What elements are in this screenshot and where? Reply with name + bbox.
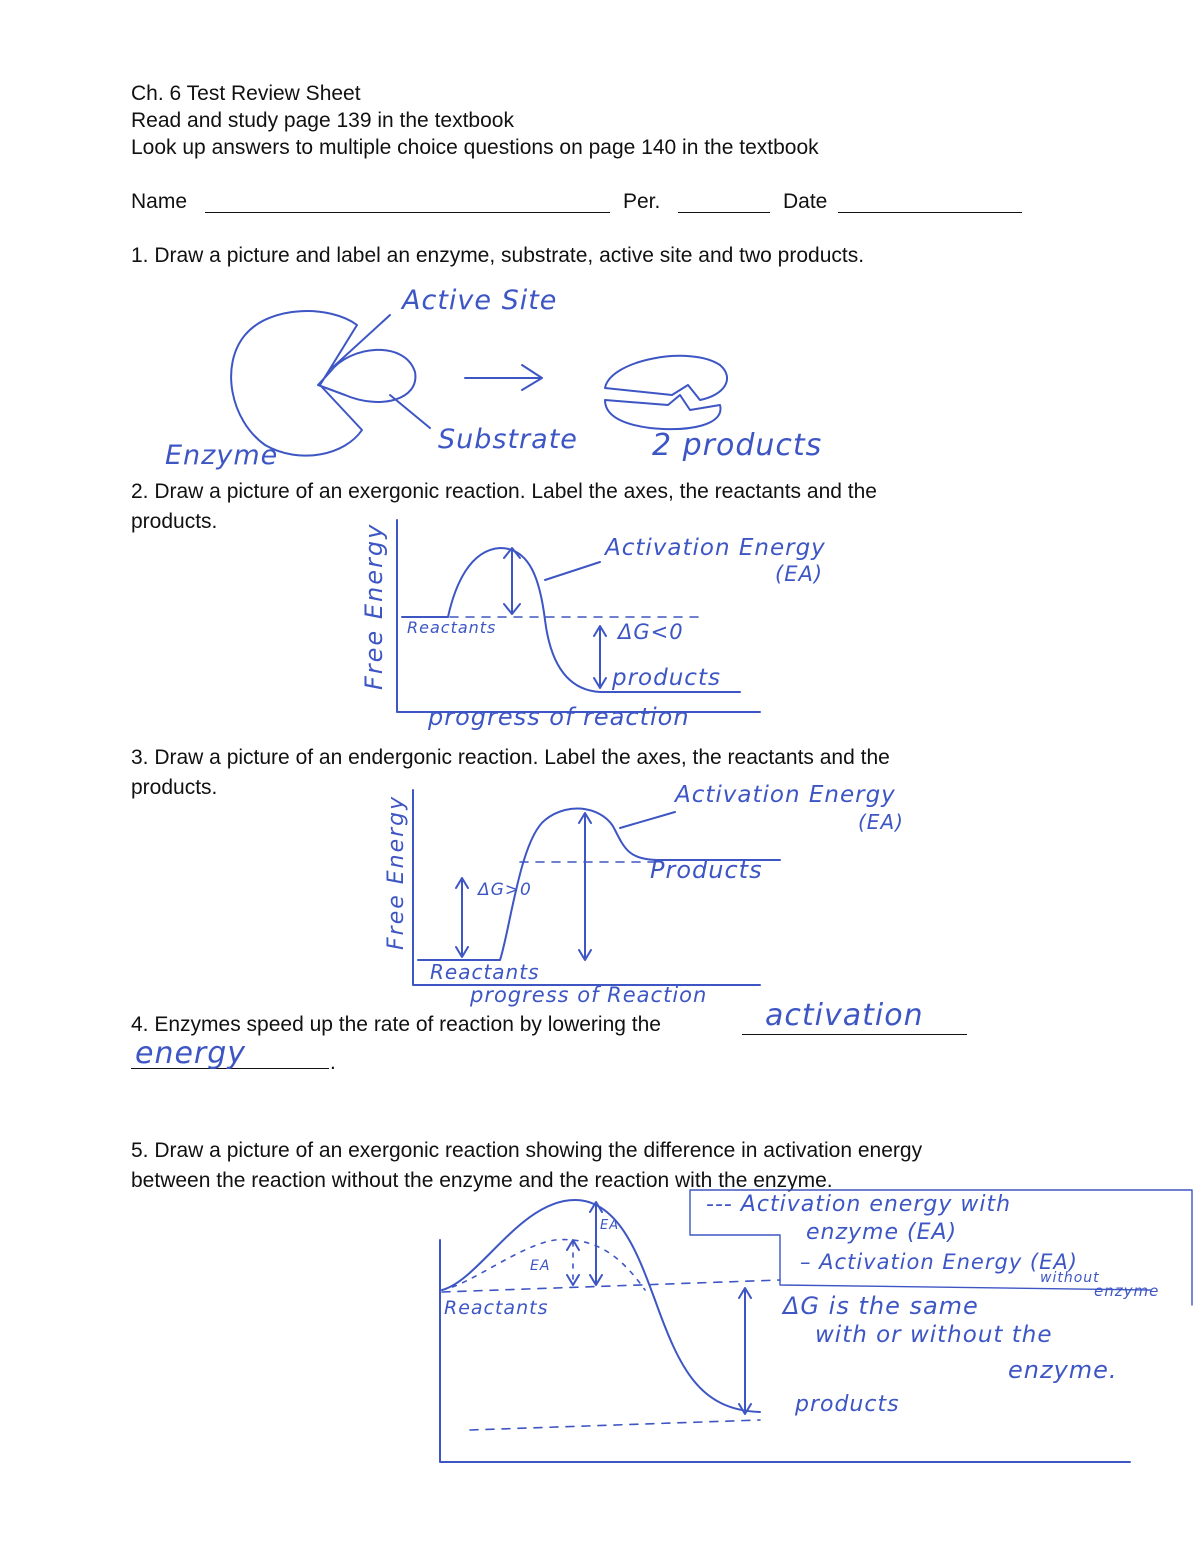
question-2-line-2: products. <box>131 510 218 533</box>
q3-curve <box>418 809 780 960</box>
product-2-shape <box>605 395 720 429</box>
instruction-lookup: Look up answers to multiple choice questions on page 140 in the textbook <box>131 136 819 159</box>
q5-ea-without-heads <box>590 1202 602 1285</box>
q3-products-label: Products <box>650 856 763 884</box>
substrate-pointer <box>390 395 430 428</box>
q3-reactants-label: Reactants <box>430 960 540 984</box>
substrate-shape <box>318 350 415 402</box>
q2-x-axis-label: progress of reaction <box>428 703 690 731</box>
answer-4-activation: activation <box>765 998 924 1033</box>
q3-y-axis-label: Free Energy <box>384 794 409 950</box>
q5-ea-with-label: EA <box>530 1258 551 1274</box>
q5-legend-without-enzyme: – Activation Energy (EA) <box>800 1250 1078 1274</box>
q5-products-label: products <box>795 1392 900 1417</box>
period-label: Per. <box>623 190 661 213</box>
instruction-read: Read and study page 139 in the textbook <box>131 109 514 132</box>
q3-ea-pointer <box>620 812 675 828</box>
q3-dg-heads <box>456 878 468 957</box>
q3-x-axis-label: progress of Reaction <box>470 983 708 1007</box>
q5-note-line-2: with or without the <box>815 1322 1053 1348</box>
q3-activation-label: Activation Energy <box>675 782 896 808</box>
label-active-site: Active Site <box>402 285 558 316</box>
product-1-shape <box>605 356 727 400</box>
q2-ea-label: (EA) <box>775 562 824 586</box>
question-4: 4. Enzymes speed up the rate of reaction by lowering the <box>131 1013 661 1036</box>
q2-ea-heads <box>504 548 520 614</box>
question-5-line-1: 5. Draw a picture of an exergonic reaction showing the difference in activation energy <box>131 1139 923 1162</box>
date-blank[interactable] <box>838 212 1022 213</box>
answer-4-energy: energy <box>135 1036 247 1071</box>
question-4-period: . <box>330 1051 336 1074</box>
label-two-products: 2 products <box>652 428 823 463</box>
name-blank[interactable] <box>205 212 610 213</box>
q2-reactants-label: Reactants <box>407 618 497 637</box>
q2-delta-g-label: ΔG<0 <box>618 620 684 644</box>
reaction-arrow <box>465 365 542 390</box>
q2-dg-heads <box>594 626 606 688</box>
date-label: Date <box>783 190 828 213</box>
q3-ea-label: (EA) <box>858 810 904 834</box>
label-substrate: Substrate <box>438 424 578 455</box>
q5-reactant-level <box>442 1280 780 1292</box>
question-3-line-1: 3. Draw a picture of an endergonic reaction. Label the axes, the reactants and the <box>131 746 890 769</box>
question-1: 1. Draw a picture and label an enzyme, substrate, active site and two products. <box>131 244 865 267</box>
q3-delta-g-label: ΔG>0 <box>478 880 532 900</box>
q5-legend-with-enzyme-2: enzyme (EA) <box>806 1220 958 1245</box>
enzyme-shape <box>231 311 362 456</box>
q5-reactants-label: Reactants <box>444 1297 549 1319</box>
active-site-pointer <box>332 315 390 368</box>
q5-dg-heads <box>739 1288 751 1414</box>
q5-note-line-3: enzyme. <box>1008 1356 1118 1384</box>
q5-ea-without-label: EA <box>600 1218 620 1233</box>
q2-products-label: products <box>612 665 721 691</box>
q5-note-line-1: ΔG is the same <box>783 1292 979 1320</box>
label-enzyme: Enzyme <box>165 440 279 471</box>
period-blank[interactable] <box>678 212 770 213</box>
q2-y-axis-label: Free Energy <box>360 522 388 690</box>
q2-activation-label: Activation Energy <box>605 535 826 561</box>
q5-legend-without: without <box>1040 1270 1100 1286</box>
q5-legend-enzyme: enzyme <box>1094 1282 1160 1300</box>
question-3-line-2: products. <box>131 776 218 799</box>
q3-axes <box>413 790 760 985</box>
q5-product-level <box>470 1420 760 1430</box>
page-title: Ch. 6 Test Review Sheet <box>131 82 361 105</box>
q5-legend-with-enzyme: --- Activation energy with <box>706 1192 1012 1217</box>
q2-ea-pointer <box>545 562 600 580</box>
answer-4-blank-1[interactable] <box>742 1034 967 1035</box>
name-label: Name <box>131 190 188 213</box>
question-5-line-2: between the reaction without the enzyme and the reaction with the enzyme. <box>131 1169 833 1192</box>
q3-ea-heads <box>579 813 591 960</box>
question-2-line-1: 2. Draw a picture of an exergonic reaction. Label the axes, the reactants and the <box>131 480 877 503</box>
q5-ea-with-heads <box>567 1240 579 1285</box>
